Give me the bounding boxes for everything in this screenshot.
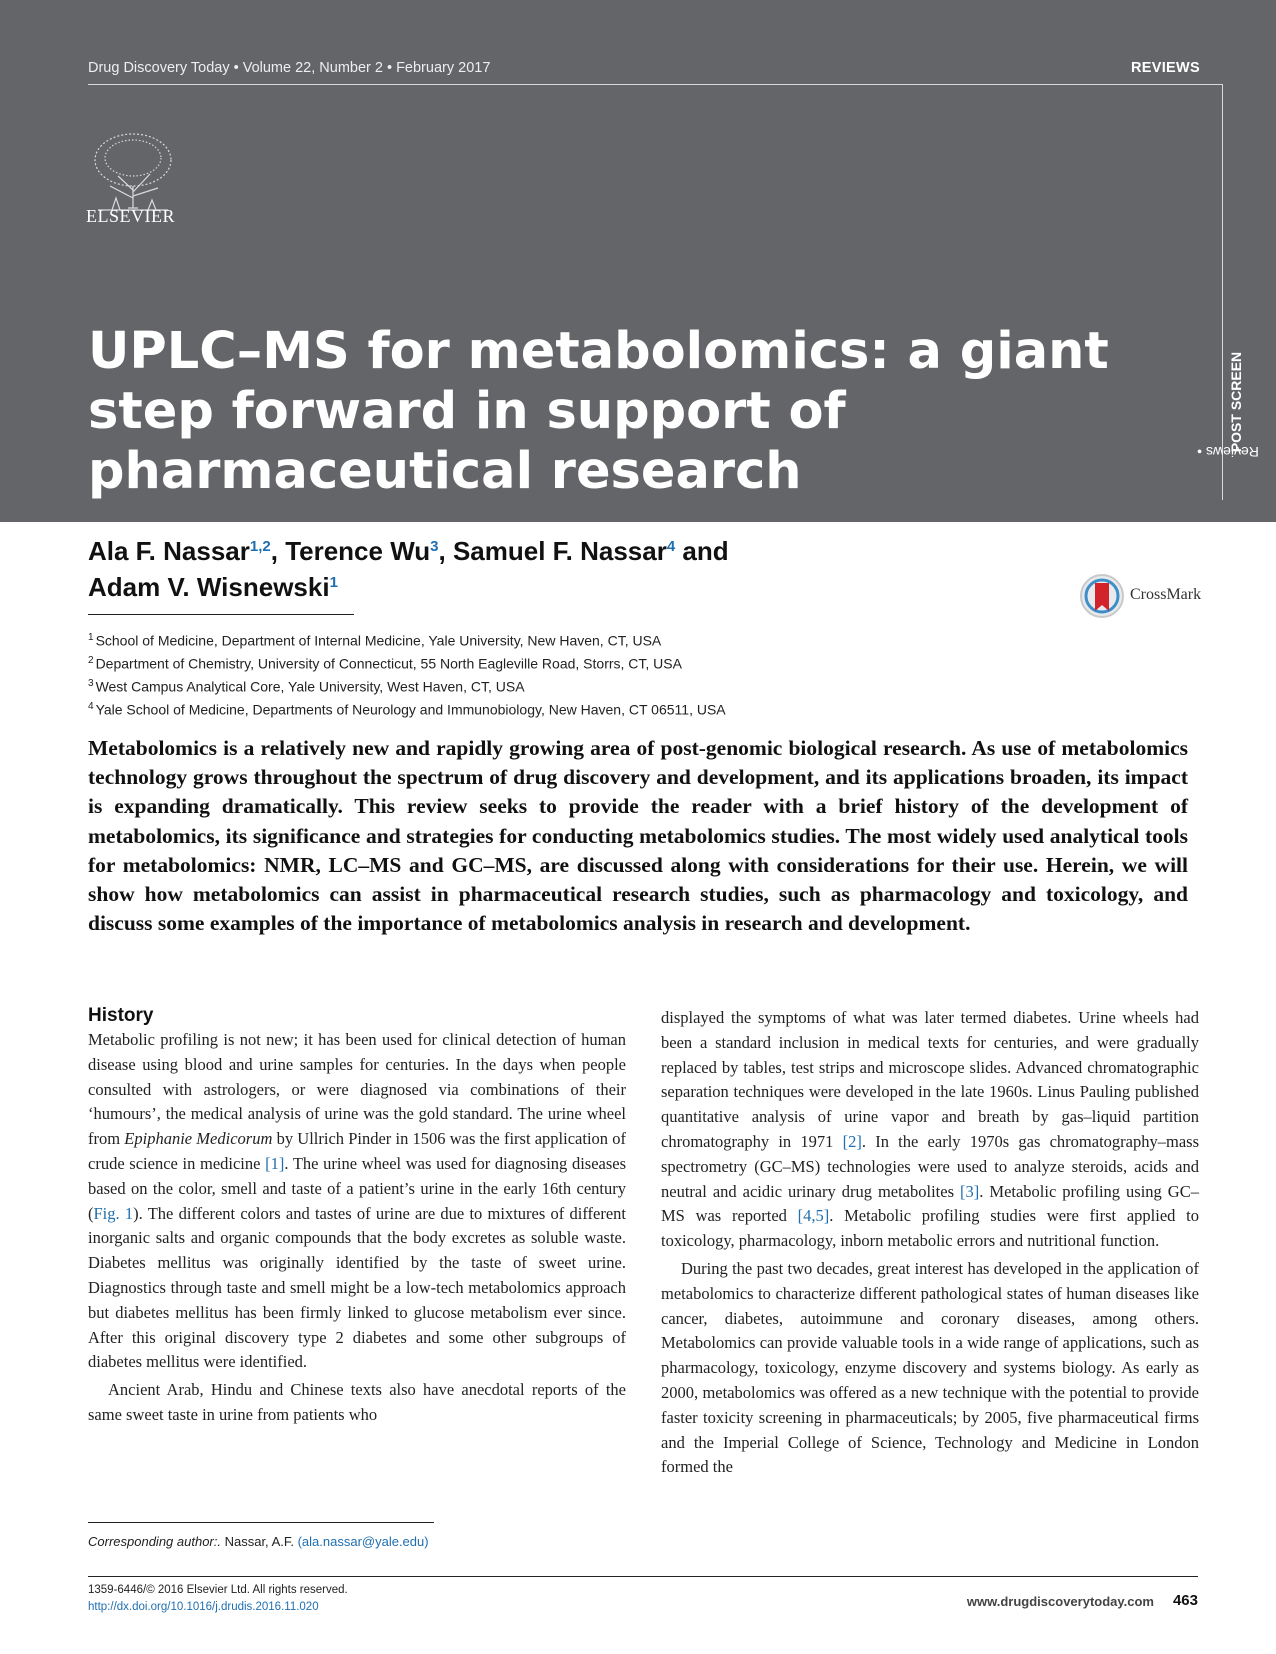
side-rule bbox=[1222, 84, 1223, 500]
affiliation: $^3$ West Campus Analytical Core, Yale University, West Haven, CT, USA bbox=[88, 678, 525, 695]
copyright-line: 1359-6446/© 2016 Elsevier Ltd. All rights reserved. bbox=[88, 1584, 348, 1596]
crossmark-label[interactable]: CrossMark bbox=[1130, 586, 1202, 603]
affiliation: $^1$ School of Medicine, Department of Internal Medicine, Yale University, New Haven, CT, USA bbox=[88, 632, 662, 649]
journal-website-link[interactable]: www.drugdiscoverytoday.com bbox=[966, 1594, 1154, 1609]
author-affil-ref[interactable]: 3 bbox=[430, 538, 439, 555]
body-column-left bbox=[88, 1004, 626, 1428]
author-list bbox=[88, 533, 729, 605]
affiliation: $^4$ Yale School of Medicine, Departments of Neurology and Immunobiology, New Haven, CT 06511, USA bbox=[88, 701, 726, 719]
citation-link[interactable]: [4,5] bbox=[797, 1206, 830, 1226]
publisher-name: ELSEVIER bbox=[86, 206, 175, 226]
corresponding-author bbox=[88, 1534, 429, 1549]
paragraph-text: . Metabolic profiling studies were first applied to toxicology, pharmacology, inborn metabolic errors and nutritional function. bbox=[661, 1206, 1199, 1251]
paragraph-text: ). The different colors and tastes of urine are due to mixtures of different inorganic salts and organic compounds that the body excretes as soluble waste. Diabetes mellitus was originally identified by the taste of sweet urine. Diagnostics through taste and smell might be a low-tech metabolomics approach but diabetes mellitus has been firmly linked to glucose metabolism ever since. After this original discovery type 2 diabetes and some other subgroups of diabetes mellitus were identified. bbox=[88, 1203, 627, 1372]
page-number: 463 bbox=[1172, 1592, 1198, 1609]
paragraph-text: . Metabolic profiling using GC–MS was reported bbox=[661, 1181, 1199, 1226]
paragraph-text: During the past two decades, great interest has developed in the application of metabolomics to characterize different pathological states of human diseases like cancer, diabetes, autoimmune and coronary diseases, among others. Metabolomics can provide valuable tools in a wide range of applications, such as pharmacology, toxicology, enzyme discovery and systems biology. As early as 2000, metabolomics was offered as a new technique with the potential to provide faster toxicity screening in pharmaceuticals; by 2005, five pharmaceutical firms and the Imperial College of Science, Technology and Medicine in London formed the bbox=[661, 1258, 1199, 1477]
body-column-right bbox=[661, 1006, 1199, 1480]
author-rule bbox=[88, 614, 354, 615]
citation-link[interactable]: [2] bbox=[842, 1131, 862, 1151]
corresponding-name: Nassar, A.F. bbox=[220, 1534, 294, 1549]
article-title: UPLC–MS for metabolomics: a giant step forward in support of pharmaceutical research bbox=[88, 322, 1109, 501]
abstract: Metabolomics is a relatively new and rapidly growing area of post-genomic biological research. As use of metabolomics technology grows throughout the spectrum of drug discovery and development, and its applications broaden, its impact is expanding dramatically. This review seeks to provide the reader with a brief history of the development of metabolomics, its significance and strategies for conducting metabolomics studies. The most widely used analytical tools for metabolomics: NMR, LC–MS and GC–MS, are discussed along with considerations for their use. Herein, we will show how metabolomics can assist in pharmaceutical research studies, such as pharmacology and toxicology, and discuss some examples of the importance of metabolomics analysis in research and development. bbox=[88, 736, 1188, 936]
paragraph bbox=[661, 1257, 1199, 1480]
citation-link[interactable]: Fig. 1 bbox=[93, 1203, 134, 1223]
footer-rule bbox=[88, 1576, 1198, 1577]
paragraph-text: Metabolic profiling is not new; it has been used for clinical detection of human disease using blood and urine samples for centuries. In the days when people consulted with astrologers, or were diagnosed via combinations of their ‘humours’, the medical analysis of urine was the gold standard. The urine wheel from bbox=[88, 1030, 626, 1149]
author-affil-ref[interactable]: 4 bbox=[666, 538, 676, 555]
affiliations bbox=[88, 628, 726, 721]
paragraph-text: displayed the symptoms of what was later termed diabetes. Urine wheels had been a standard inclusion in medical texts for centuries, and were gradually replaced by tables, test strips and microscope slides. Advanced chromatographic separation techniques were developed in the late 1960s. Linus Pauling published quantitative analysis of urine vapor and breath by gas–liquid partition chromatography in 1971 bbox=[661, 1008, 1199, 1151]
author: Adam V. Wisnewski$^1$ bbox=[88, 572, 338, 602]
author-affil-ref[interactable]: 1 bbox=[329, 574, 338, 591]
paragraph-text: by Ullrich Pinder in 1506 was the first application of crude science in medicine bbox=[88, 1129, 626, 1173]
side-label-b: POST SCREEN bbox=[1228, 351, 1244, 453]
paragraph bbox=[88, 1378, 626, 1428]
author: Ala F. Nassar$^{1,2}$, bbox=[88, 536, 286, 566]
author: Samuel F. Nassar$^4$ and bbox=[452, 536, 729, 566]
journal-info: Drug Discovery Today • Volume 22, Number 2 • February 2017 bbox=[88, 60, 491, 76]
crossmark-icon[interactable] bbox=[1079, 573, 1125, 619]
corresponding-label: Corresponding author:. bbox=[88, 1534, 221, 1549]
side-label-a: Reviews • bbox=[1197, 444, 1259, 461]
paragraph-text: Ancient Arab, Hindu and Chinese texts also have anecdotal reports of the same sweet taste in urine from patients who bbox=[88, 1380, 626, 1424]
paragraph-text: . In the early 1970s gas chromatography–mass spectrometry (GC–MS) technologies were used to analyze steroids, acids and neutral and acidic urinary drug metabolites bbox=[661, 1131, 1199, 1201]
doi-link[interactable]: http://dx.doi.org/10.1016/j.drudis.2016.11.020 bbox=[88, 1601, 319, 1613]
paragraph bbox=[88, 1028, 626, 1375]
corresponding-email-link[interactable]: (ala.nassar@yale.edu) bbox=[297, 1534, 429, 1549]
affiliation: $^2$ Department of Chemistry, University of Connecticut, 55 North Eagleville Road, Storrs, CT, USA bbox=[88, 655, 682, 672]
footnote-rule bbox=[88, 1522, 434, 1523]
section-label: REVIEWS bbox=[1131, 60, 1200, 76]
header-rule bbox=[88, 84, 1222, 85]
author: Terence Wu$^3$, bbox=[285, 536, 453, 566]
citation-link[interactable]: [3] bbox=[960, 1181, 980, 1201]
citation-link[interactable]: [1] bbox=[265, 1153, 285, 1173]
paragraph-text: . The urine wheel was used for diagnosing diseases based on the color, smell and taste of a patient’s urine in the early 16th century ( bbox=[88, 1153, 627, 1223]
italic-text: Epiphanie Medicorum bbox=[124, 1129, 273, 1149]
author-affil-ref[interactable]: 1,2 bbox=[249, 538, 271, 555]
paragraph bbox=[661, 1006, 1199, 1254]
section-heading-history: History bbox=[88, 1005, 154, 1026]
